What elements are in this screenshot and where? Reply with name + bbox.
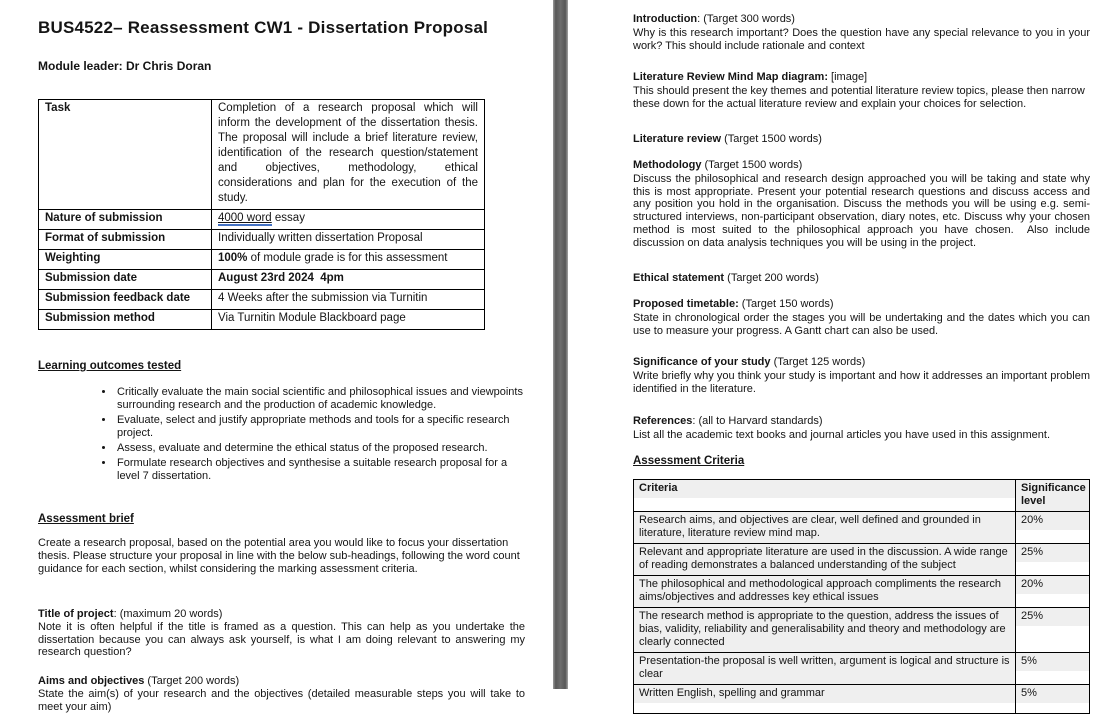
list-item: • Evaluate, select and justify appropriate methods and tools for a specific research project. (115, 414, 525, 440)
grammar-marked-text: 4000 word (218, 212, 272, 224)
level-cell: 20% (1016, 575, 1090, 607)
section-heading: Ethical statement (Target 200 words) (633, 272, 819, 285)
criteria-header-row (634, 479, 1090, 511)
aims-heading: Aims and objectives (Target 200 words) (38, 675, 240, 688)
level-cell: 20% (1016, 511, 1090, 543)
criteria-cell: The research method is appropriate to the question, address the issues of bias, validity, reliability and generalisability and theory and methodology are clearly connected (634, 607, 1016, 652)
table-row-weighting (39, 250, 485, 270)
section-body: Discuss the philosophical and research design approached you will be taking and state why this is most appropriate. Present your potential research questions and discuss access and any position you hold in the organisation. Discuss the methods you will be using e.g. semi-structured interviews, non-participant observation, diary notes, etc. Discuss why your chosen method is most suited to the philosophical approach you have chosen. Also include discussion on data analysis techniques you will be using in the project. (633, 172, 1094, 250)
criteria-column-header: Criteria (634, 479, 1016, 511)
document-title: BUS4522– Reassessment CW1 - Dissertation Proposal (38, 18, 489, 37)
level-cell: 25% (1016, 543, 1090, 575)
row-value: 100% of module grade is for this assessment (212, 250, 485, 270)
module-leader: Module leader: Dr Chris Doran (38, 59, 212, 73)
level-cell: 5% (1016, 652, 1090, 684)
criteria-row (634, 575, 1090, 607)
section-body: This should present the key themes and potential literature review topics, please then narrow these down for the actual literature review and explain your choices for selection. (633, 84, 1085, 110)
assessment-brief-body: Create a research proposal, based on the potential area you would like to focus your dissertation thesis. Please structure your proposal in line with the below sub-headings, following the word count guidance for each section, whilst considering the marking assessment criteria. (38, 537, 520, 575)
section-literature-review (633, 133, 1090, 146)
level-cell: 5% (1016, 684, 1090, 713)
row-label: Submission method (39, 310, 212, 330)
section-body: State in chronological order the stages you will be undertaking and the dates which you can use to measure your progress. A Gantt chart can also be used. (633, 312, 1090, 337)
criteria-cell: Written English, spelling and grammar (634, 684, 1016, 713)
assessment-brief-heading: Assessment brief (38, 513, 134, 525)
title-of-project-body: Note it is often helpful if the title is framed as a question. This can help as you undertake the dissertation because you can always ask yourself, is what I am doing relevant to answering my research question? (38, 620, 525, 659)
table-row-task (39, 100, 485, 210)
section-heading: Proposed timetable: (Target 150 words) (633, 298, 834, 311)
table-row-submission-date (39, 270, 485, 290)
section-heading: Literature review (Target 1500 words) (633, 132, 822, 145)
aims-body: State the aim(s) of your research and the objectives (detailed measurable steps you will take to meet your aim) (38, 688, 525, 714)
criteria-cell: Relevant and appropriate literature are used in the discussion. A wide range of reading demonstrates a balanced understanding of the subject (634, 543, 1016, 575)
section-heading: Methodology (Target 1500 words) (633, 158, 803, 171)
list-item: • Formulate research objectives and synthesise a suitable research proposal for a level 7 dissertation. (115, 457, 525, 483)
criteria-row (634, 607, 1090, 652)
page-right (568, 0, 1120, 699)
submission-info-table (38, 99, 485, 330)
title-of-project-heading: Title of project: (maximum 20 words) (38, 607, 223, 620)
row-value: August 23rd 2024 4pm (212, 270, 485, 290)
criteria-cell: Research aims, and objectives are clear, well defined and grounded in literature, literature review mind map. (634, 511, 1016, 543)
row-label: Submission feedback date (39, 290, 212, 310)
table-row-method (39, 310, 485, 330)
assessment-criteria-heading: Assessment Criteria (633, 454, 745, 467)
criteria-row (634, 684, 1090, 713)
table-row-format (39, 230, 485, 250)
section-timetable (633, 298, 1090, 338)
criteria-cell: The philosophical and methodological approach compliments the research aims/objectives and addresses key ethical issues (634, 575, 1016, 607)
row-value: Completion of a research proposal which will inform the development of the dissertation thesis. The proposal will include a brief literature review, identification of the research question/statement and objectives, methodology, ethical considerations and plan for the execution of the study. (212, 100, 485, 210)
learning-outcomes-heading: Learning outcomes tested (38, 360, 182, 372)
section-body: List all the academic text books and journal articles you have used in this assignment. (633, 428, 1051, 441)
row-value: Via Turnitin Module Blackboard page (212, 310, 485, 330)
section-heading: References: (all to Harvard standards) (633, 414, 823, 427)
assessment-criteria-table (633, 479, 1090, 714)
section-ethical (633, 272, 1090, 285)
row-label: Nature of submission (39, 210, 212, 230)
row-label: Format of submission (39, 230, 212, 250)
list-item: • Assess, evaluate and determine the ethical status of the proposed research. (115, 442, 525, 455)
page-divider (553, 0, 568, 689)
list-item: • Critically evaluate the main social scientific and philosophical issues and viewpoints surrounding research and the production of academic knowledge. (115, 386, 525, 412)
row-label: Task (39, 100, 212, 210)
section-body: Write briefly why you think your study is important and how it addresses an important problem identified in the literature. (633, 369, 1090, 395)
section-heading: Introduction: (Target 300 words) (633, 13, 795, 25)
significance-column-header: Significance level (1016, 479, 1090, 511)
section-mindmap (633, 71, 1090, 111)
row-label: Weighting (39, 250, 212, 270)
learning-outcomes-list (38, 386, 525, 483)
criteria-row (634, 543, 1090, 575)
section-methodology (633, 158, 1094, 250)
table-row-feedback-date (39, 290, 485, 310)
row-value: 4000 word essay (212, 210, 485, 230)
section-significance (633, 356, 1090, 396)
criteria-cell: Presentation-the proposal is well written, argument is logical and structure is clear (634, 652, 1016, 684)
table-row-nature (39, 210, 485, 230)
level-cell: 25% (1016, 607, 1090, 652)
row-value: Individually written dissertation Proposal (212, 230, 485, 250)
criteria-row (634, 511, 1090, 543)
section-body: Why is this research important? Does the question have any special relevance to you in your work? This should include rationale and context (633, 27, 1090, 52)
section-heading: Literature Review Mind Map diagram: [image] (633, 70, 868, 83)
section-heading: Significance of your study (Target 125 words) (633, 355, 866, 368)
criteria-row (634, 652, 1090, 684)
section-introduction (633, 13, 1090, 53)
row-value: 4 Weeks after the submission via Turnitin (212, 290, 485, 310)
page-left (0, 0, 553, 714)
section-references (633, 415, 1090, 442)
row-label: Submission date (39, 270, 212, 290)
